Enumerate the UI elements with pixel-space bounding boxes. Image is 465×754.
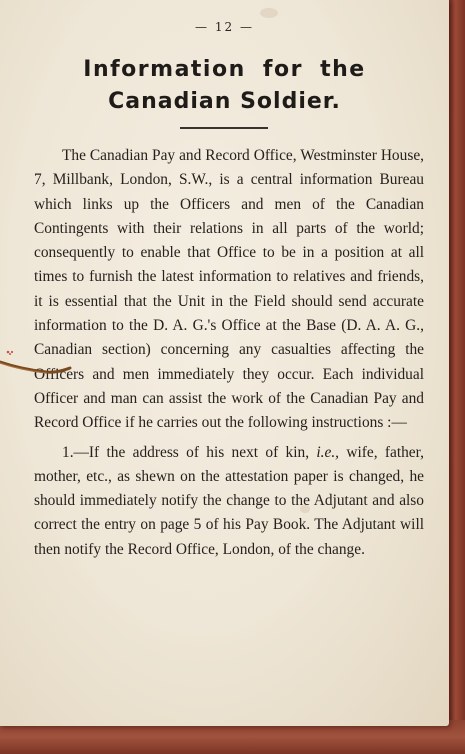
instruction-ie: i.e., [316, 443, 340, 461]
binding-thread [0, 340, 80, 390]
title-line-2: Canadian Soldier. [108, 89, 341, 114]
instruction-text-end: wife, father, mother, etc., as shewn on the attestation paper is changed, he should immediately notify the change to the Adjutant and also correct the entry on page 5 of his Pay Book. The Adjutant will then notify the Record Office, London, of the change. [34, 443, 424, 558]
paper-stain [260, 8, 278, 18]
paragraph-instruction-1 [34, 441, 424, 562]
title-line-1: Information for the [83, 57, 366, 82]
instruction-text-start: 1.—If the address of his next of kin, [62, 443, 317, 461]
book-cover-edge [449, 0, 465, 754]
page-number: — 12 — [195, 20, 254, 34]
body-text [34, 144, 424, 562]
title-divider [180, 127, 268, 129]
paragraph-intro: The Canadian Pay and Record Office, Westminster House, 7, Millbank, London, S.W., is a central information Bureau which links up the Officers and men of the Canadian Contingents with their relations in all parts of the world; consequently to enable that Office to be in a position at all times to furnish the latest information to relatives and friends, it is essential that the Unit in the Field should send accurate information to the D. A. G.'s Office at the Base (D. A. A. G., Canadian section) concerning any casualties affecting the Officers and men immediately they occur. Each individual Officer and man can assist the work of the Canadian Pay and Record Office if he carries out the following instructions :— [34, 147, 424, 432]
page-title [0, 54, 449, 118]
